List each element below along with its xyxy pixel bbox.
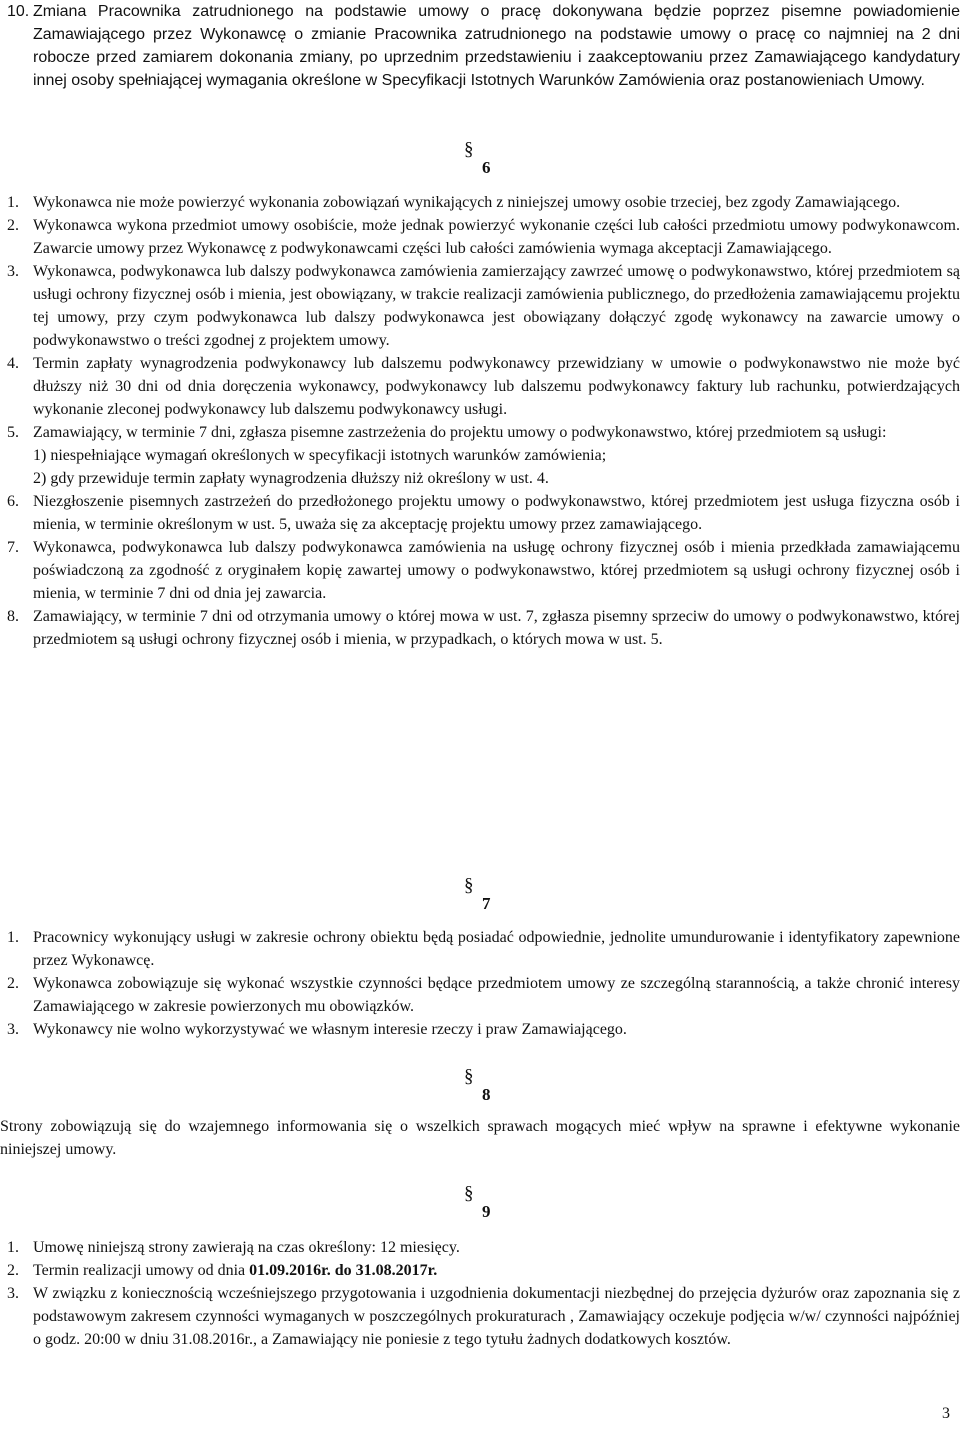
- list-item: [0, 605, 960, 651]
- item-number: 7.: [7, 539, 19, 556]
- paragraph-sign: §: [464, 875, 474, 896]
- list-item: [0, 972, 960, 1018]
- list-item: [0, 421, 960, 490]
- item-number: 3.: [7, 1285, 19, 1302]
- section-6-list: [0, 191, 960, 651]
- page-number: 3: [942, 1405, 950, 1422]
- list-item: [0, 214, 960, 260]
- section5-item-10: [0, 0, 960, 92]
- item-text: Wykonawcy nie wolno wykorzystywać we własnym interesie rzeczy i praw Zamawiającego.: [33, 1021, 627, 1038]
- item-text: Termin zapłaty wynagrodzenia podwykonawcy lub dalszemu podwykonawcy przewidziany w umowie o podwykonawstwo nie może być dłuższy niż 30 dni od dnia doręczenia wykonawcy, podwykonawcy lub dalszemu podwykonawcy faktury lub rachunku, potwierdzających wykonanie zleconej podwykonawcy lub dalszemu podwykonawcy usługi.: [33, 355, 960, 418]
- item-number: 1.: [7, 194, 19, 211]
- list-item: [0, 926, 960, 972]
- item-number: 5.: [7, 424, 19, 441]
- item-text-lead: Termin realizacji umowy od dnia: [33, 1262, 250, 1279]
- item-text: Wykonawca, podwykonawca lub dalszy podwykonawca zamówienia zamierzający zawrzeć umowę o podwykonawstwo, której przedmiotem są usługi ochrony fizycznej osób i mienia, jest obowiązany, w trakcie realizacji zamówienia publicznego, do przedłożenia zamawiającemu projektu tej umowy, przy czym podwykonawca lub dalszy podwykonawca jest obowiązany dołączyć zgodę wykonawcy na zawarcie umowy o podwykonawstwo o treści zgodnej z projektem umowy.: [33, 263, 960, 349]
- section-number: 8: [482, 1085, 491, 1104]
- list-item: [0, 260, 960, 352]
- item-number: 2.: [7, 975, 19, 992]
- list-item: [0, 536, 960, 605]
- item-number: 2.: [7, 217, 19, 234]
- item-number: 2.: [7, 1262, 19, 1279]
- item-number: 4.: [7, 355, 19, 372]
- item-number: 3.: [7, 263, 19, 280]
- section-number: 7: [482, 894, 491, 913]
- item-text: [33, 1259, 960, 1282]
- list-item: [0, 1282, 960, 1351]
- section-number: 6: [482, 158, 491, 177]
- sub-item: 1) niespełniające wymagań określonych w specyfikacji istotnych warunków zamówienia;: [33, 447, 607, 464]
- item-text: Zamawiający, w terminie 7 dni, zgłasza pisemne zastrzeżenia do projektu umowy o podwykonawstwo, której przedmiotem są usługi:: [33, 424, 887, 441]
- item-text: Zmiana Pracownika zatrudnionego na podstawie umowy o pracę dokonywana będzie poprzez pisemne powiadomienie Zamawiającego przez Wykonawcę o zmianie Pracownika zatrudnionego na podstawie umowy o pracę co najmniej na 2 dni robocze przed zamiarem dokonania zmiany, po uprzednim przedstawieniu i zaakceptowaniu przez Zamawiającego kandydatury innej osoby spełniającej wymagania określone w Specyfikacji Istotnych Warunków Zamówienia oraz postanowieniach Umowy.: [33, 3, 960, 89]
- list-item: [0, 352, 960, 421]
- paragraph-sign: §: [464, 139, 474, 160]
- item-number: 6.: [7, 493, 19, 510]
- section-9-list: [0, 1236, 960, 1351]
- sub-item: 2) gdy przewiduje termin zapłaty wynagrodzenia dłuższy niż określony w ust. 4.: [33, 470, 549, 487]
- list-item: [0, 490, 960, 536]
- list-item: [0, 1018, 960, 1041]
- item-text: Wykonawca zobowiązuje się wykonać wszystkie czynności będące przedmiotem umowy ze szczególną starannością, a także chronić interesy Zamawiającego w zakresie powierzonych mu obowiązków.: [33, 975, 960, 1015]
- paragraph-sign: §: [464, 1183, 474, 1204]
- contract-period: 01.09.2016r. do 31.08.2017r.: [249, 1262, 438, 1279]
- item-text: Zamawiający, w terminie 7 dni od otrzymania umowy o której mowa w ust. 7, zgłasza pisemny sprzeciw do umowy o podwykonawstwo, której przedmiotem są usługi ochrony fizycznej osób i mienia, w przypadkach, o których mowa w ust. 5.: [33, 608, 960, 648]
- item-text: Wykonawca wykona przedmiot umowy osobiście, może jednak powierzyć wykonanie części lub całości przedmiotu umowy podwykonawcom. Zawarcie umowy przez Wykonawcę z podwykonawcami części lub całości zamówienia wymaga akceptacji Zamawiającego.: [33, 217, 960, 257]
- section-8-body: [0, 1115, 960, 1161]
- item-text: Wykonawca, podwykonawca lub dalszy podwykonawca zamówienia na usługę ochrony fizycznej osób i mienia przedkłada zamawiającemu poświadczoną za zgodność z oryginałem kopię zawartej umowy o podwykonawstwo, której przedmiotem są usługi ochrony fizycznej osób i mienia, w terminie 7 dni od dnia jej zawarcia.: [33, 539, 960, 602]
- paragraph-sign: §: [464, 1066, 474, 1087]
- item-text: Pracownicy wykonujący usługi w zakresie ochrony obiektu będą posiadać odpowiednie, jednolite umundurowanie i identyfikatory zapewnione przez Wykonawcę.: [33, 929, 960, 969]
- item-number: 3.: [7, 1021, 19, 1038]
- section-7-list: [0, 926, 960, 1041]
- item-text: W związku z koniecznością wcześniejszego przygotowania i uzgodnienia dokumentacji niezbędnej do przejęcia dyżurów oraz zapoznania się z podstawowym zakresem czynności wymaganych w poszczególnych prokuraturach , Zamawiający oczekuje podjęcia w/w/ czynności najpóźniej o godz. 20:00 w dniu 31.08.2016r., a Zamawiający nie poniesie z tego tytułu żadnych dodatkowych kosztów.: [33, 1285, 960, 1348]
- item-number: 10.: [7, 3, 30, 20]
- item-text: Wykonawca nie może powierzyć wykonania zobowiązań wynikających z niniejszej umowy osobie trzeciej, bez zgody Zamawiającego.: [33, 194, 901, 211]
- item-number: 8.: [7, 608, 19, 625]
- section-number: 9: [482, 1202, 491, 1221]
- item-text: Niezgłoszenie pisemnych zastrzeżeń do przedłożonego projektu umowy o podwykonawstwo, której przedmiotem jest usługa fizyczna osób i mienia, w terminie określonym w ust. 5, uważa się za akceptację projektu umowy przez zamawiającego.: [33, 493, 960, 533]
- list-item: [0, 191, 960, 214]
- item-text: Umowę niniejszą strony zawierają na czas określony: 12 miesięcy.: [33, 1239, 460, 1256]
- item-number: 1.: [7, 929, 19, 946]
- item-number: 1.: [7, 1239, 19, 1256]
- list-item: [0, 1259, 960, 1282]
- section-8-text: Strony zobowiązują się do wzajemnego informowania się o wszelkich sprawach mogących mieć wpływ na sprawne i efektywne wykonanie niniejszej umowy.: [0, 1118, 960, 1158]
- list-item: [0, 1236, 960, 1259]
